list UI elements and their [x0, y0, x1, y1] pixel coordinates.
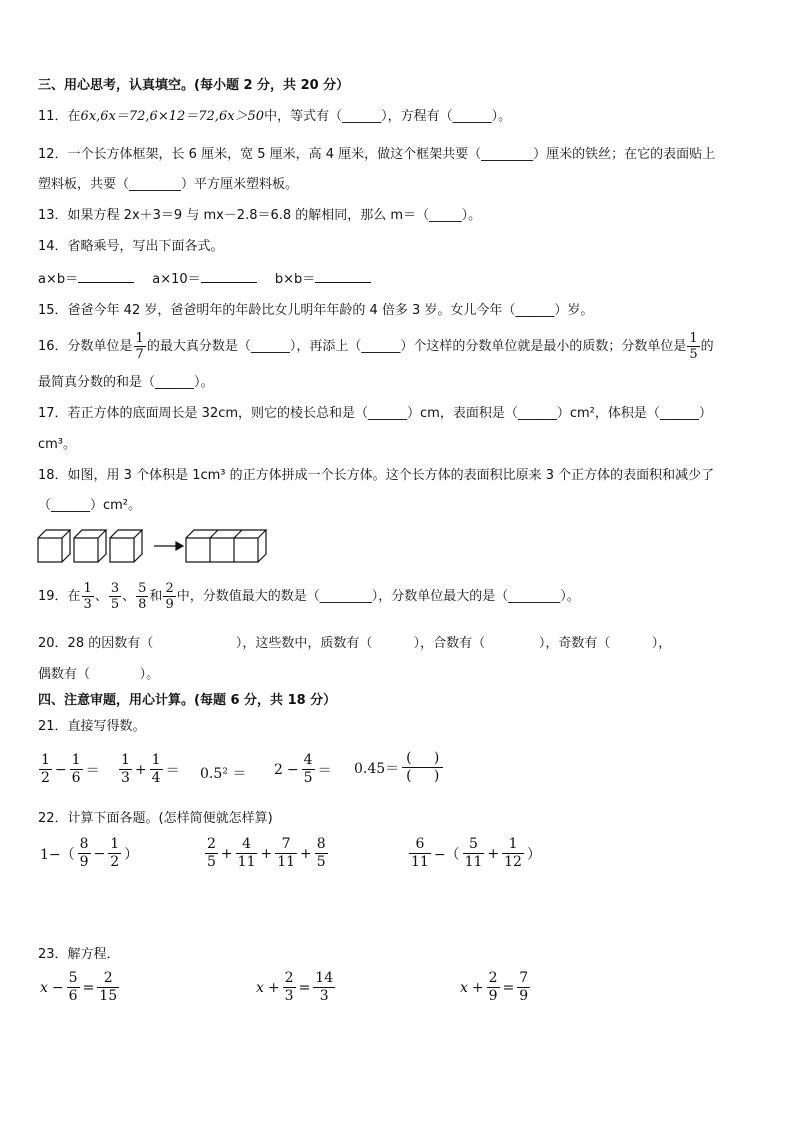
q19: 19．在 $\frac{1}{3}$ 、 $\frac{3}{5}$ 、 $\frac{5}{8}$ 和 $\frac{2}{9}$ 中，分数值最大的数是（________），分数单位最大的是（________）。	[38, 581, 580, 612]
answer-fraction[interactable]: ( ) ( )	[402, 750, 443, 785]
q16-mid: 的最大真分数是（______），再添上（______）个这样的分数单位就是最小的质数；分数单位是	[146, 339, 687, 354]
q17-line2: cm³。	[38, 437, 77, 452]
q22-expr-1: 1−（ 8 9 − $\frac{1}{2}$ ）	[40, 836, 139, 870]
q19-post: 中，分数值最大的数是（________），分数单位最大的是（________）。	[176, 589, 580, 604]
q19-pre: 19．在	[38, 589, 81, 604]
arrow-icon	[154, 542, 183, 550]
fraction: $\frac{2}{9}$	[165, 581, 174, 612]
q21: 21．直接写得数。	[38, 719, 146, 734]
q22: 22．计算下面各题。(怎样简便就怎样算)	[38, 811, 273, 826]
q18-line1: 18．如图，用 3 个体积是 1cm³ 的正方体拼成一个长方体。这个长方体的表面积比原来 3 个正方体的表面积和减少了	[38, 468, 715, 483]
fraction: $\frac{5}{8}$	[138, 581, 147, 612]
q11-math: 6x,6x＝72,6×12＝72,6x＞50	[80, 109, 265, 124]
cuboid-icon	[186, 530, 266, 562]
cube-icon	[74, 530, 106, 562]
fraction: $\frac{3}{5}$	[110, 581, 120, 612]
q15: 15．爸爸今年 42 岁，爸爸明年的年龄比女儿明年年龄的 4 倍多 3 岁。女儿今年（______）岁。	[38, 303, 594, 318]
q16-line2: 最简真分数的和是（______）。	[38, 375, 214, 390]
q21-expr-5: 0.45＝ ( ) ( )	[352, 750, 444, 785]
q11	[38, 108, 511, 126]
q20-line2: 偶数有（ ）。	[38, 667, 160, 682]
cube-icon	[110, 530, 142, 562]
q11-mid: 中，等式有（______），方程有（______）。	[264, 109, 512, 124]
q16-line1	[38, 330, 714, 364]
q14-items	[38, 270, 371, 289]
q14-a: a×b＝	[38, 272, 79, 287]
fraction: $\frac{1}{5}$	[689, 331, 698, 362]
q13: 13．如果方程 2x＋3＝9 与 mx－2.8＝6.8 的解相同，那么 m＝（_____）。	[38, 208, 482, 223]
cubes-figure	[36, 526, 276, 564]
q22-expr-2: 2 5 + $\frac{4}{11}$ + $\frac{7}{11}$ + $\frac{8}{5}$	[207, 836, 326, 870]
q21-expr-2: 1 3 + $\frac{1}{4}$ ＝	[121, 752, 180, 786]
q14-b: a×10＝	[152, 272, 201, 287]
q12-line1: 12．一个长方体框架，长 6 厘米，宽 5 厘米，高 4 厘米，做这个框架共要（________）厘米的铁丝；在它的表面贴上	[38, 147, 716, 162]
q21-expr-1: 1 2 − $\frac{1}{6}$ ＝	[41, 752, 100, 786]
q22-expr-3: 6 11 −（ 5 11 + $\frac{1}{12}$ ）	[411, 836, 541, 870]
answer-blank[interactable]	[78, 270, 134, 283]
section4-title: 四、注意审题，用心计算。(每题 6 分，共 18 分）	[38, 693, 337, 708]
q16-post: 的	[700, 339, 714, 354]
q16-pre: 16．分数单位是	[38, 339, 133, 354]
q23-eq-3: x + $\frac{2}{9}$ = $\frac{7}{9}$	[460, 970, 529, 1004]
q17-line1: 17．若正方体的底面周长是 32cm，则它的棱长总和是（______）cm，表面积是（______）cm²，体积是（______）	[38, 406, 712, 421]
q21-expr-4: 2 − $\frac{4}{5}$ ＝	[274, 752, 332, 786]
q11-pre: 11．在	[38, 109, 81, 124]
q23-eq-1: x − $\frac{5}{6}$ = $\frac{2}{15}$	[40, 970, 118, 1004]
q18-line2: （______）cm²。	[38, 498, 142, 513]
q14-c: b×b＝	[274, 272, 316, 287]
q23-eq-2: x + $\frac{2}{3}$ = $\frac{14}{3}$	[256, 970, 334, 1004]
q21-expr-3: 0.5² ＝	[200, 766, 247, 782]
section3-title: 三、用心思考，认真填空。(每小题 2 分，共 20 分）	[38, 78, 350, 93]
fraction: $\frac{1}{7}$	[135, 331, 144, 362]
fraction: $\frac{1}{3}$	[83, 581, 92, 612]
cube-icon	[38, 530, 70, 562]
q23: 23．解方程．	[38, 947, 120, 962]
q14: 14．省略乘号，写出下面各式。	[38, 239, 224, 254]
answer-blank[interactable]	[315, 270, 371, 283]
answer-blank[interactable]	[201, 270, 257, 283]
q12-line2: 塑料板，共要（________）平方厘米塑料板。	[38, 177, 299, 192]
q20-line1: 20．28 的因数有（ ），这些数中，质数有（ ），合数有（ ），奇数有（ ），	[38, 636, 672, 651]
